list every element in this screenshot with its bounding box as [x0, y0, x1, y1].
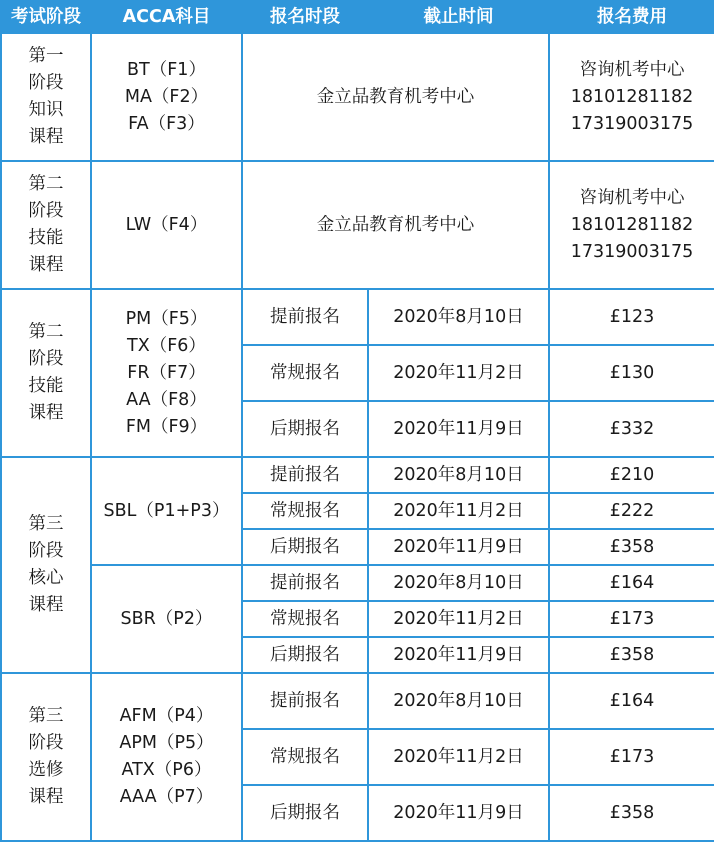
period-cell: 后期报名 — [242, 785, 368, 841]
stage-line: 课程 — [28, 787, 64, 807]
stage-line: 课程 — [28, 127, 64, 147]
fee-cell: £130 — [549, 345, 714, 401]
header-deadline: 截止时间 — [368, 1, 549, 33]
period-cell: 提前报名 — [242, 457, 368, 493]
deadline-cell: 2020年8月10日 — [368, 673, 549, 729]
subject-line: SBR（P2） — [120, 608, 213, 629]
fee-contact-cell — [549, 33, 714, 161]
stage-line: 阶段 — [28, 541, 64, 561]
subject-line: AAA（P7） — [119, 787, 214, 807]
table-row — [1, 33, 714, 161]
fee-cell: £164 — [549, 565, 714, 601]
stage-line: 课程 — [28, 255, 64, 275]
header-stage: 考试阶段 — [1, 1, 91, 33]
stage-line: 第三 — [28, 514, 64, 534]
stage-line: 技能 — [28, 376, 64, 396]
subject-line: MA（F2） — [124, 86, 209, 107]
stage-line: 第二 — [28, 174, 64, 194]
subject-cell — [91, 33, 242, 161]
fee-contact-line: 18101281182 — [570, 86, 694, 107]
deadline-cell: 2020年11月9日 — [368, 785, 549, 841]
period-cell: 后期报名 — [242, 401, 368, 457]
period-cell: 常规报名 — [242, 345, 368, 401]
header-period: 报名时段 — [242, 1, 368, 33]
table-row — [1, 289, 714, 345]
fee-cell: £164 — [549, 673, 714, 729]
subject-line: AFM（P4） — [119, 706, 214, 726]
period-cell: 常规报名 — [242, 601, 368, 637]
fee-cell: £358 — [549, 637, 714, 673]
subject-cell — [91, 161, 242, 289]
deadline-cell: 2020年11月2日 — [368, 601, 549, 637]
period-cell: 常规报名 — [242, 493, 368, 529]
table-row — [1, 565, 714, 601]
period-cell: 提前报名 — [242, 565, 368, 601]
subject-line: FR（F7） — [127, 362, 206, 383]
subject-line: LW（F4） — [125, 214, 208, 235]
table-row — [1, 457, 714, 493]
header-row — [1, 1, 714, 33]
stage-line: 阶段 — [28, 349, 64, 369]
subject-line: APM（P5） — [119, 733, 214, 753]
fee-contact-line: 17319003175 — [570, 241, 694, 262]
fee-contact-line: 18101281182 — [570, 214, 694, 235]
subject-line: SBL（P1+P3） — [103, 500, 230, 521]
fee-cell: £358 — [549, 785, 714, 841]
stage-line: 技能 — [28, 228, 64, 248]
deadline-cell: 2020年11月2日 — [368, 729, 549, 785]
deadline-cell: 2020年11月9日 — [368, 401, 549, 457]
stage-line: 第三 — [28, 706, 64, 726]
deadline-cell: 2020年8月10日 — [368, 457, 549, 493]
subject-line: FM（F9） — [125, 416, 208, 437]
stage-line: 阶段 — [28, 201, 64, 221]
header-fee: 报名费用 — [549, 1, 714, 33]
table-row — [1, 673, 714, 729]
period-cell: 后期报名 — [242, 529, 368, 565]
fee-cell: £222 — [549, 493, 714, 529]
period-cell: 后期报名 — [242, 637, 368, 673]
deadline-cell: 2020年8月10日 — [368, 289, 549, 345]
stage-line: 选修 — [28, 760, 64, 780]
subject-cell — [91, 565, 242, 673]
fee-cell: £173 — [549, 729, 714, 785]
stage-cell — [1, 289, 91, 457]
fee-cell: £358 — [549, 529, 714, 565]
stage-cell — [1, 457, 91, 673]
stage-line: 核心 — [28, 568, 64, 588]
subject-line: FA（F3） — [128, 113, 205, 134]
fee-contact-line: 咨询机考中心 — [579, 187, 685, 208]
merged-center-cell: 金立品教育机考中心 — [242, 161, 549, 289]
stage-line: 第一 — [28, 46, 64, 66]
stage-line: 阶段 — [28, 73, 64, 93]
subject-line: PM（F5） — [125, 308, 208, 329]
subject-line: AA（F8） — [126, 389, 207, 410]
stage-cell — [1, 161, 91, 289]
table-body — [1, 33, 714, 841]
period-cell: 常规报名 — [242, 729, 368, 785]
fee-contact-line: 17319003175 — [570, 113, 694, 134]
fee-cell: £210 — [549, 457, 714, 493]
fee-contact-cell — [549, 161, 714, 289]
stage-line: 第二 — [28, 322, 64, 342]
subject-line: ATX（P6） — [121, 760, 212, 780]
table-header — [1, 1, 714, 33]
stage-line: 课程 — [28, 403, 64, 423]
stage-line: 课程 — [28, 595, 64, 615]
subject-cell — [91, 289, 242, 457]
deadline-cell: 2020年11月2日 — [368, 493, 549, 529]
fee-cell: £332 — [549, 401, 714, 457]
stage-line: 阶段 — [28, 733, 64, 753]
table-row — [1, 161, 714, 289]
stage-cell — [1, 33, 91, 161]
fee-cell: £123 — [549, 289, 714, 345]
subject-line: TX（F6） — [127, 335, 206, 356]
header-subject: ACCA科目 — [91, 1, 242, 33]
fee-contact-line: 咨询机考中心 — [579, 59, 685, 80]
deadline-cell: 2020年8月10日 — [368, 565, 549, 601]
period-cell: 提前报名 — [242, 673, 368, 729]
deadline-cell: 2020年11月2日 — [368, 345, 549, 401]
deadline-cell: 2020年11月9日 — [368, 637, 549, 673]
merged-center-cell: 金立品教育机考中心 — [242, 33, 549, 161]
subject-cell — [91, 457, 242, 565]
stage-line: 知识 — [28, 100, 64, 120]
period-cell: 提前报名 — [242, 289, 368, 345]
subject-line: BT（F1） — [127, 59, 206, 80]
deadline-cell: 2020年11月9日 — [368, 529, 549, 565]
fee-cell: £173 — [549, 601, 714, 637]
